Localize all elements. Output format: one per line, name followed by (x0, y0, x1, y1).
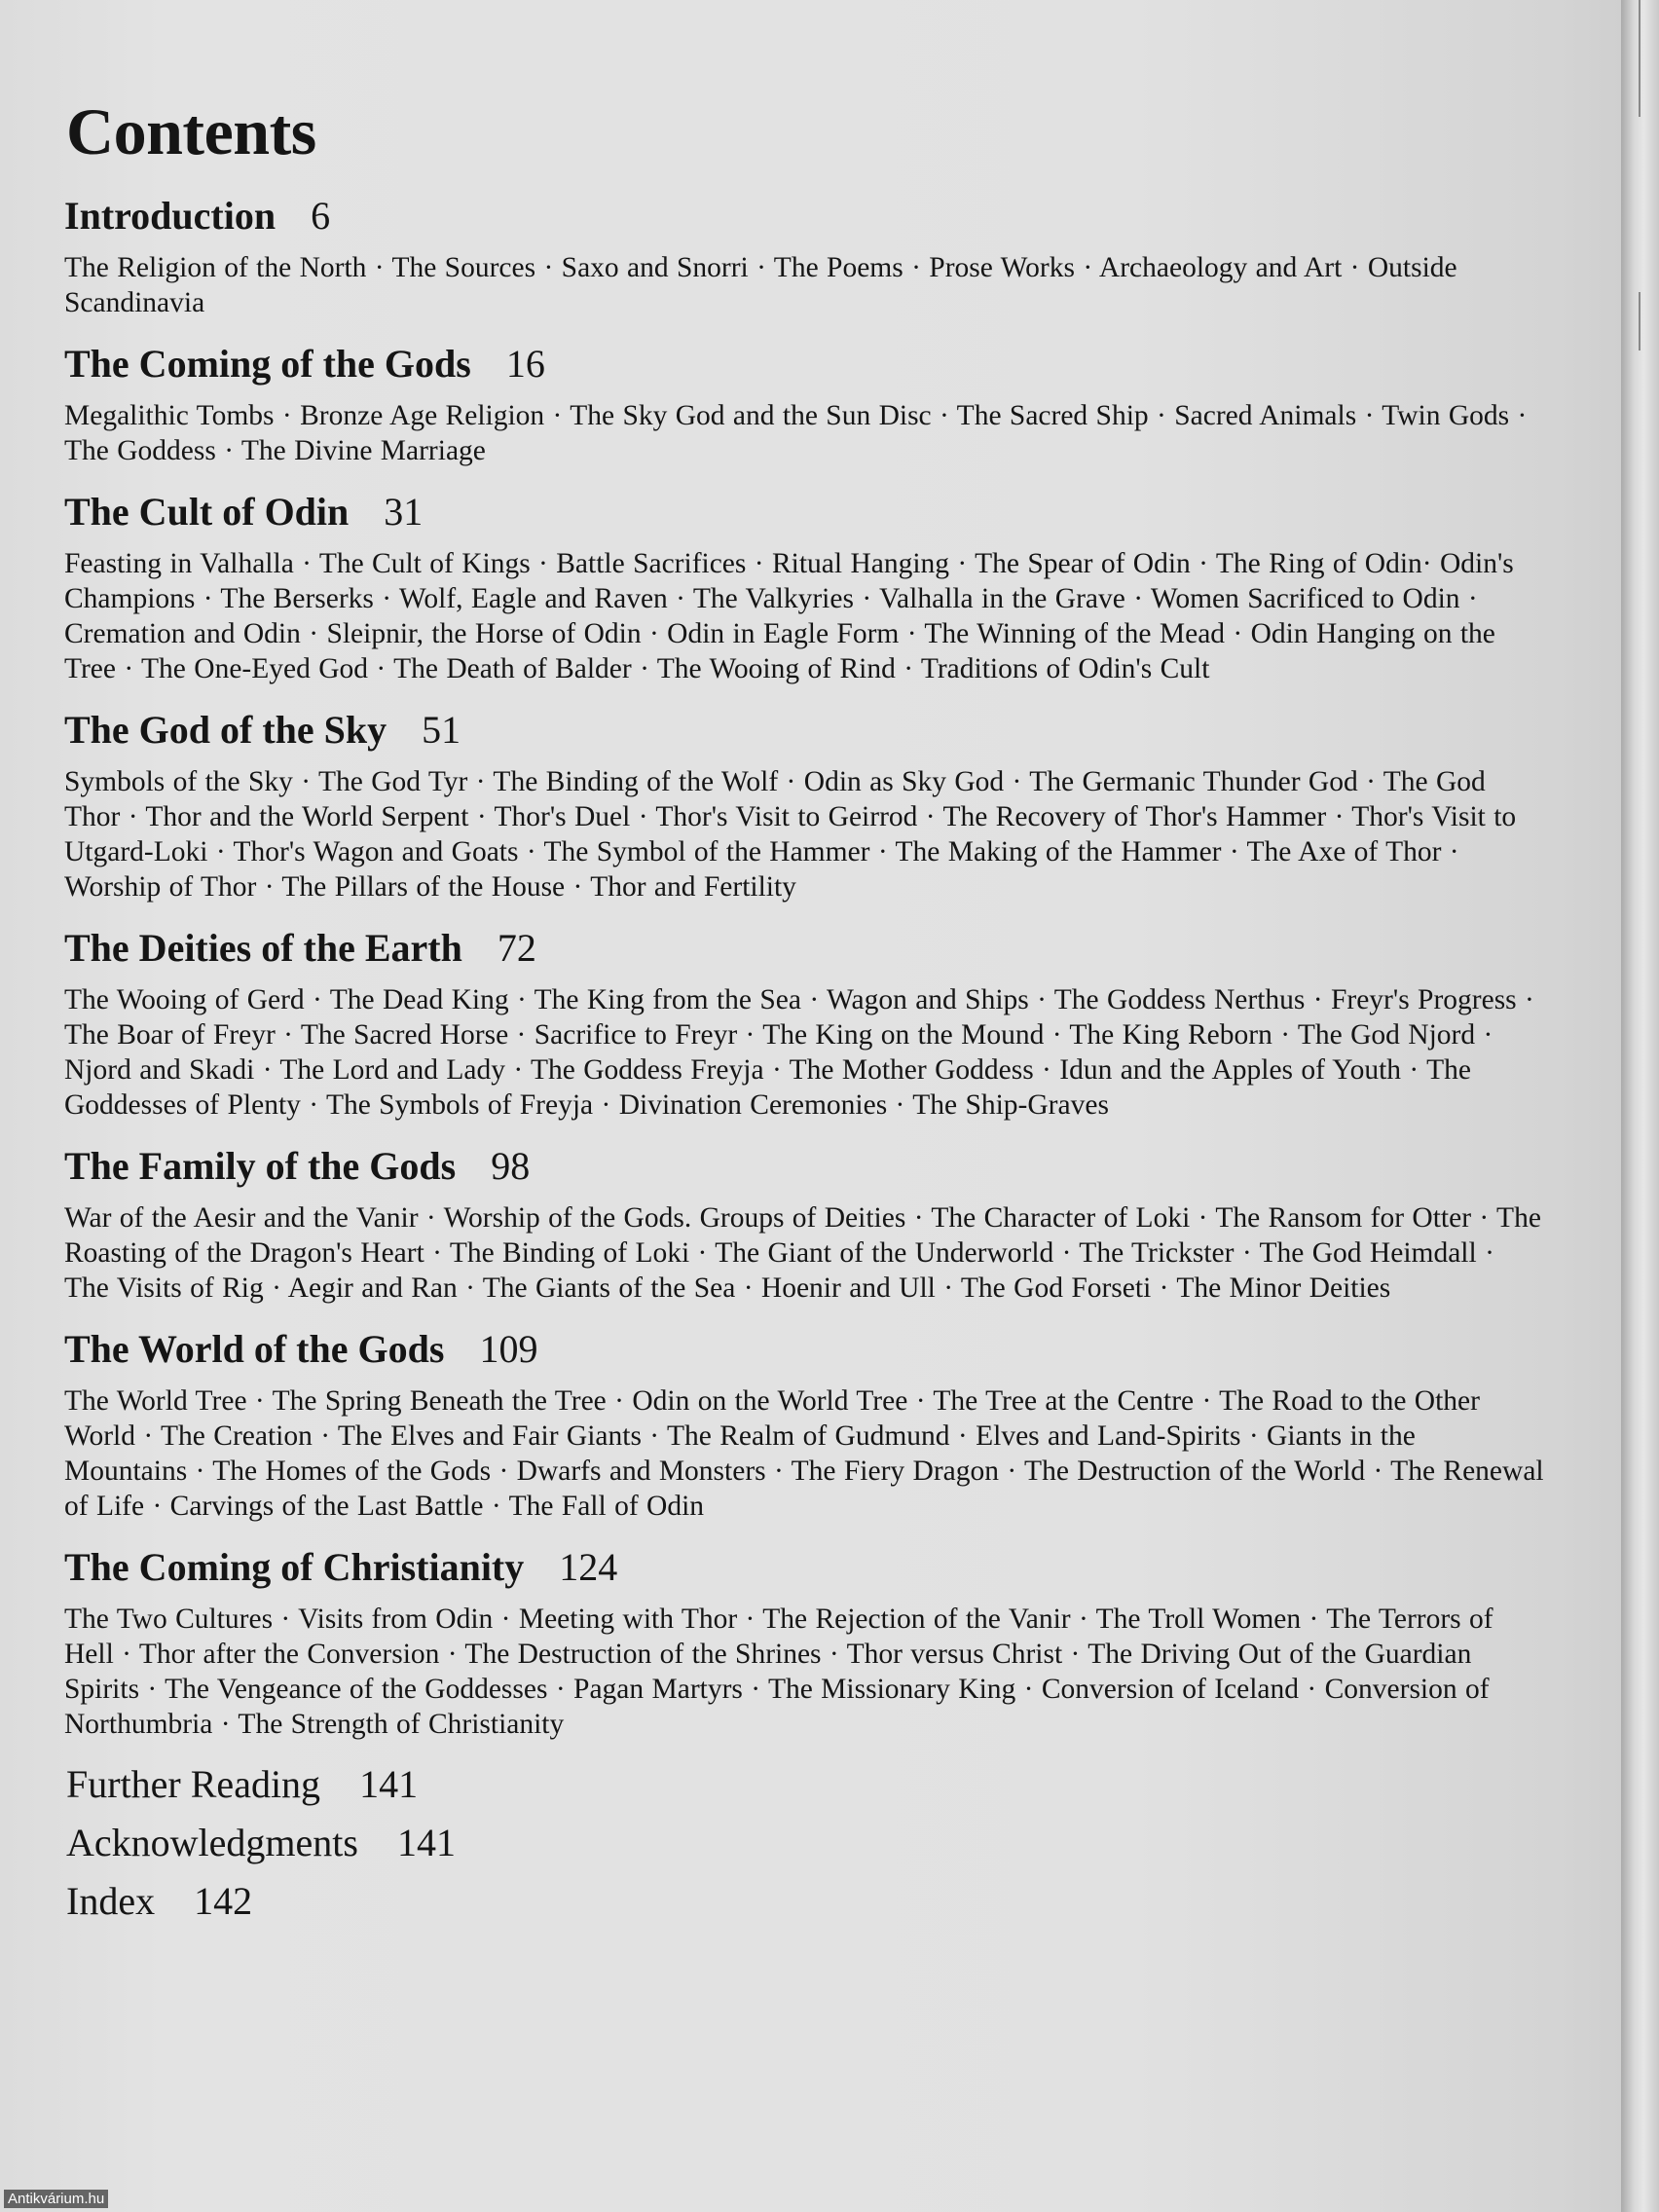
section-title: Introduction (64, 194, 276, 238)
section-world-of-the-gods (64, 1325, 1544, 1524)
section-title: The World of the Gods (64, 1327, 445, 1371)
page-edge-shadow (1621, 0, 1659, 2212)
acknowledgments-entry (66, 1820, 1544, 1866)
page-title: Contents (66, 94, 316, 168)
section-topics: Megalithic Tombs · Bronze Age Religion · The Sky God and the Sun Disc · The Sacred Ship · Sacred Animals · Twin Gods · The Goddess · The Divine Marriage (64, 400, 1528, 466)
entry-page-number: 141 (396, 1821, 456, 1864)
section-page-number: 98 (491, 1144, 531, 1188)
entry-label: Further Reading (66, 1762, 321, 1806)
section-topics: Symbols of the Sky · The God Tyr · The Binding of the Wolf · Odin as Sky God · The Germanic Thunder God · The God Thor · Thor and the World Serpent · Thor's Duel · Thor's Visit to Geirrod · The Recovery of Thor's Hammer · Thor's Visit to Utgard-Loki · Thor's Wagon and Goats · The Symbol of the Hammer · The Making of the Hammer · The Axe of Thor · Worship of Thor · The Pillars of the House · Thor and Fertility (64, 766, 1517, 903)
entry-label: Index (66, 1879, 156, 1923)
section-page-number: 109 (479, 1327, 538, 1371)
entry-page-number: 142 (194, 1879, 253, 1923)
section-heading (64, 706, 1544, 755)
section-topics: The Two Cultures · Visits from Odin · Meeting with Thor · The Rejection of the Vanir · The Troll Women · The Terrors of Hell · Thor after the Conversion · The Destruction of the Shrines · Thor versus Christ · The Driving Out of the Guardian Spirits · The Vengeance of the Goddesses · Pagan Martyrs · The Missionary King · Conversion of Iceland · Conversion of Northumbria · The Strength of Christianity (64, 1604, 1493, 1740)
section-title: The Cult of Odin (64, 490, 350, 534)
section-topics: The World Tree · The Spring Beneath the Tree · Odin on the World Tree · The Tree at the Centre · The Road to the Other World · The Creation · The Elves and Fair Giants · The Realm of Gudmund · Elves and Land-Spirits · Giants in the Mountains · The Homes of the Gods · Dwarfs and Monsters · The Fiery Dragon · The Destruction of the World · The Renewal of Life · Carvings of the Last Battle · The Fall of Odin (64, 1385, 1544, 1522)
section-title: The Coming of Christianity (64, 1545, 525, 1589)
entry-page-number: 141 (359, 1762, 419, 1806)
section-heading (64, 924, 1544, 973)
page-edge-line (1639, 0, 1641, 117)
section-topics: Feasting in Valhalla · The Cult of Kings · Battle Sacrifices · Ritual Hanging · The Spear of Odin · The Ring of Odin· Odin's Champions · The Berserks · Wolf, Eagle and Raven · The Valkyries · Valhalla in the Grave · Women Sacrificed to Odin · Cremation and Odin · Sleipnir, the Horse of Odin · Odin in Eagle Form · The Winning of the Mead · Odin Hanging on the Tree · The One-Eyed God · The Death of Balder · The Wooing of Rind · Traditions of Odin's Cult (64, 548, 1514, 684)
page-edge-line (1639, 292, 1641, 350)
section-heading (64, 488, 1544, 536)
section-title: The God of the Sky (64, 708, 387, 752)
section-page-number: 124 (559, 1545, 618, 1589)
section-page-number: 16 (505, 342, 545, 386)
section-heading (64, 1142, 1544, 1191)
section-coming-of-the-gods (64, 340, 1544, 468)
section-title: The Family of the Gods (64, 1144, 457, 1188)
section-page-number: 72 (497, 926, 536, 970)
section-topics: War of the Aesir and the Vanir · Worship of the Gods. Groups of Deities · The Character of Loki · The Ransom for Otter · The Roasting of the Dragon's Heart · The Binding of Loki · The Giant of the Underworld · The Trickster · The God Heimdall · The Visits of Rig · Aegir and Ran · The Giants of the Sea · Hoenir and Ull · The God Forseti · The Minor Deities (64, 1202, 1541, 1304)
section-god-of-the-sky (64, 706, 1544, 904)
section-heading (64, 1325, 1544, 1374)
section-page-number: 6 (311, 194, 331, 238)
section-heading (64, 192, 1544, 240)
index-entry (66, 1878, 1544, 1925)
section-page-number: 31 (384, 490, 424, 534)
section-title: The Deities of the Earth (64, 926, 462, 970)
back-matter (64, 1761, 1544, 1925)
section-title: The Coming of the Gods (64, 342, 471, 386)
section-cult-of-odin (64, 488, 1544, 686)
watermark: Antikvárium.hu (4, 2190, 108, 2208)
section-page-number: 51 (422, 708, 461, 752)
section-heading (64, 1543, 1544, 1592)
section-deities-of-the-earth (64, 924, 1544, 1123)
entry-label: Acknowledgments (66, 1821, 358, 1864)
section-coming-of-christianity (64, 1543, 1544, 1742)
contents-body (64, 93, 1544, 1936)
section-introduction (64, 192, 1544, 320)
section-topics: The Wooing of Gerd · The Dead King · The King from the Sea · Wagon and Ships · The Goddess Nerthus · Freyr's Progress · The Boar of Freyr · The Sacred Horse · Sacrifice to Freyr · The King on the Mound · The King Reborn · The God Njord · Njord and Skadi · The Lord and Lady · The Goddess Freyja · The Mother Goddess · Idun and the Apples of Youth · The Goddesses of Plenty · The Symbols of Freyja · Divination Ceremonies · The Ship-Graves (64, 984, 1534, 1121)
section-heading (64, 340, 1544, 388)
section-family-of-the-gods (64, 1142, 1544, 1306)
section-topics: The Religion of the North · The Sources · Saxo and Snorri · The Poems · Prose Works · Archaeology and Art · Outside Scandinavia (64, 252, 1457, 318)
further-reading-entry (66, 1761, 1544, 1808)
